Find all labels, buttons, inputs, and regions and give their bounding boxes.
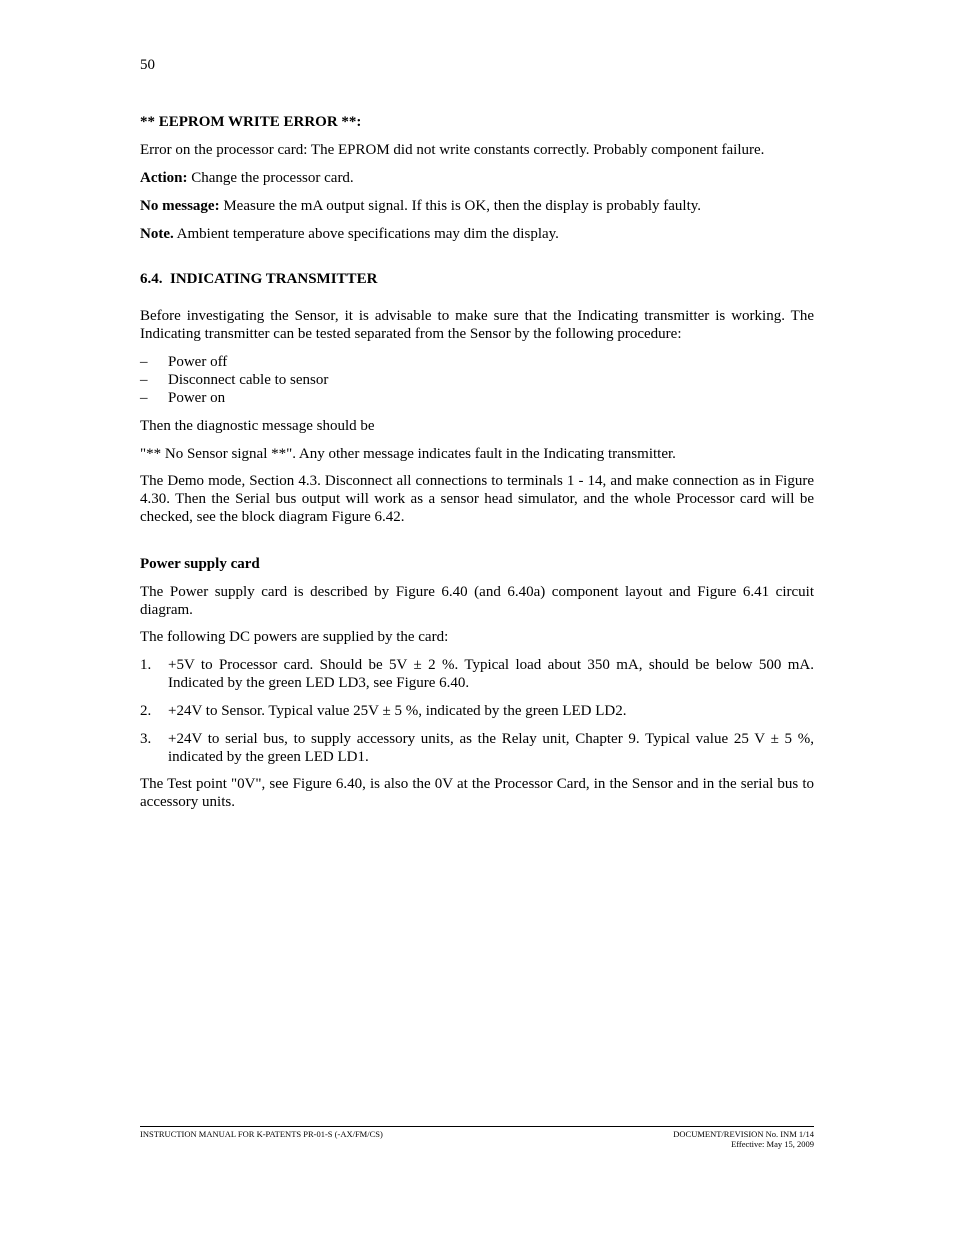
page-number: 50 [140,57,155,73]
list-number: 3. [140,731,152,747]
eeprom-note [140,225,814,243]
step-text: Power on [168,390,226,406]
footer-rule [140,1126,814,1127]
action-text: Change the processor card. [187,170,354,186]
message-paragraph: "** No Sensor signal **". Any other message indicates fault in the Indicating transmitter. [140,446,676,462]
list-number: 1. [140,657,152,673]
powers-intro: The following DC powers are supplied by the card: [140,629,449,645]
note-label: Note. [140,226,174,242]
power-supply-description: The Power supply card is described by Figure 6.40 (and 6.40a) component layout and Figure 6.41 circuit diagram. [140,584,814,618]
no-message-text: Measure the mA output signal. If this is OK, then the display is probably faulty. [219,198,702,214]
action-label: Action: [140,170,188,186]
footer-revision: DOCUMENT/REVISION No. INM 1/14 [673,1129,814,1139]
step-marker: – [140,372,148,388]
eeprom-description: Error on the processor card: The EPROM did not write constants correctly. Probably component failure. [140,142,765,158]
then-paragraph: Then the diagnostic message should be [140,418,375,434]
step-text: Disconnect cable to sensor [168,372,329,388]
section-heading: 6.4. INDICATING TRANSMITTER [140,271,378,287]
footer-effective-date: Effective: May 15, 2009 [731,1139,814,1149]
eeprom-heading: ** EEPROM WRITE ERROR **: [140,114,362,130]
step-marker: – [140,354,148,370]
power-supply-heading: Power supply card [140,556,260,572]
footer-manual-title: INSTRUCTION MANUAL FOR K-PATENTS PR-01-S (-AX/FM/CS) [140,1129,383,1139]
section-intro: Before investigating the Sensor, it is advisable to make sure that the Indicating transmitter is working. The Indicating transmitter can be tested separated from the Sensor by the following procedure: [140,308,814,342]
note-text: Ambient temperature above specifications may dim the display. [173,226,559,242]
list-number: 2. [140,703,152,719]
eeprom-action [140,169,814,187]
no-message-label: No message: [140,198,220,214]
list-text: +24V to serial bus, to supply accessory units, as the Relay unit, Chapter 9. Typical value 25 V ± 5 %, indicated by the green LED LD1. [168,731,814,765]
eeprom-no-message [140,197,814,215]
list-text: +5V to Processor card. Should be 5V ± 2 %. Typical load about 350 mA, should be below 500 mA. Indicated by the green LED LD3, see Figure 6.40. [168,657,814,691]
demo-paragraph: The Demo mode, Section 4.3. Disconnect all connections to terminals 1 - 14, and make connection as in Figure 4.30. Then the Serial bus output will work as a sensor head simulator, and the whole Processor card will be checked, see the block diagram Figure 6.42. [140,473,814,525]
test-point-paragraph: The Test point "0V", see Figure 6.40, is also the 0V at the Processor Card, in the Sensor and in the serial bus to accessory units. [140,776,814,810]
footer-document-info [673,1129,814,1149]
step-marker: – [140,390,148,406]
step-text: Power off [168,354,228,370]
list-text: +24V to Sensor. Typical value 25V ± 5 %, indicated by the green LED LD2. [168,703,627,719]
